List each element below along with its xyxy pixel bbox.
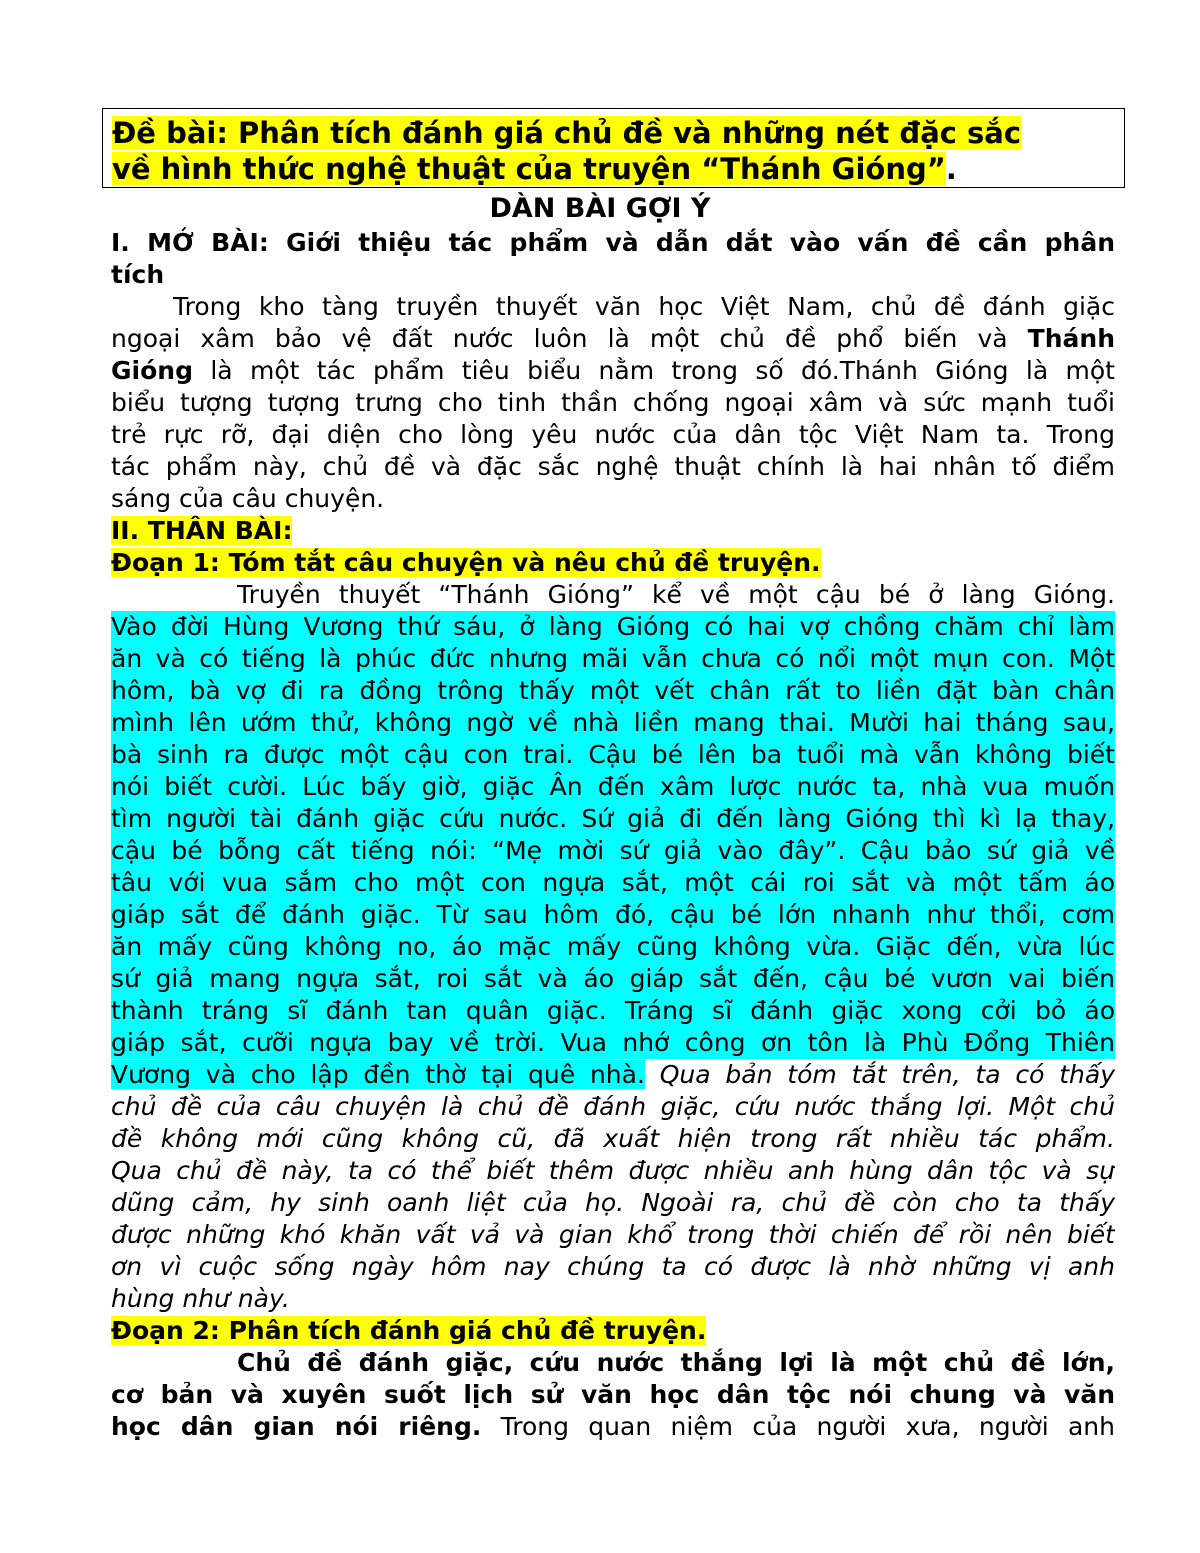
analysis-line: học dân gian nói riêng. Trong quan niệm của người xưa, người anh bbox=[111, 1412, 1115, 1441]
summary-first-line: Truyền thuyết “Thánh Gióng” kể về một cậu bé ở làng Gióng. bbox=[237, 580, 1115, 609]
analysis-line: Chủ đề đánh giặc, cứu nước thắng lợi là một chủ đề lớn, bbox=[237, 1348, 1115, 1377]
document-body bbox=[111, 227, 1115, 1443]
theme-italic-line: chủ đề của câu chuyện là chủ đề đánh giặc, cứu nước thắng lợi. Một chủ bbox=[111, 1092, 1115, 1121]
summary-line: hôm, bà vợ đi ra đồng trông thấy một vết chân rất to liền đặt bàn chân bbox=[111, 676, 1115, 705]
theme-italic-line: dũng cảm, hy sinh oanh liệt của họ. Ngoài ra, chủ đề còn cho ta thấy bbox=[111, 1188, 1115, 1217]
intro-line: Trong kho tàng truyền thuyết văn học Việt Nam, chủ đề đánh giặc bbox=[173, 292, 1115, 321]
summary-line: bà sinh ra được một cậu con trai. Cậu bé lên ba tuổi mà vẫn không biết bbox=[111, 740, 1115, 769]
assignment-title-line-1: Đề bài: Phân tích đánh giá chủ đề và những nét đặc sắc bbox=[112, 116, 1022, 150]
intro-line: Gióng là một tác phẩm tiêu biểu nằm trong số đó.Thánh Gióng là một bbox=[111, 356, 1115, 385]
analysis-line: cơ bản và xuyên suốt lịch sử văn học dân tộc nói chung và văn bbox=[111, 1380, 1115, 1409]
summary-line: thành tráng sĩ đánh tan quân giặc. Tráng sĩ đánh giặc xong cởi bỏ áo bbox=[111, 996, 1115, 1025]
summary-line: giáp sắt, cưỡi ngựa bay về trời. Vua nhớ công ơn tôn là Phù Đổng Thiên bbox=[111, 1028, 1115, 1057]
theme-italic-line: được những khó khăn vất vả và gian khổ trong thời chiến để rồi nên biết bbox=[111, 1220, 1115, 1249]
theme-italic-line: ơn vì cuộc sống ngày hôm nay chúng ta có được là nhờ những vị anh bbox=[111, 1252, 1115, 1281]
section-1-heading-cont: tích bbox=[111, 260, 165, 289]
intro-line: trẻ rực rỡ, đại diện cho lòng yêu nước của dân tộc Việt Nam ta. Trong bbox=[111, 420, 1115, 449]
summary-transition-line: Vương và cho lập đền thờ tại quê nhà. Qua bản tóm tắt trên, ta có thấy bbox=[111, 1060, 1115, 1089]
section-2-heading: II. THÂN BÀI: bbox=[111, 516, 293, 545]
summary-line: tìm người tài đánh giặc cứu nước. Sứ giả đi đến làng Gióng thì kì lạ thay, bbox=[111, 804, 1115, 833]
summary-line: ăn mấy cũng không no, áo mặc mấy cũng không vừa. Giặc đến, vừa lúc bbox=[111, 932, 1115, 961]
doan-1-heading: Đoạn 1: Tóm tắt câu chuyện và nêu chủ đề truyện. bbox=[111, 548, 821, 577]
theme-italic-line: hùng như này. bbox=[111, 1284, 290, 1313]
summary-line: ăn và có tiếng là phúc đức nhưng mãi vẫn chưa có nổi một mụn con. Một bbox=[111, 644, 1115, 673]
assignment-title-line-2: về hình thức nghệ thuật của truyện “Thánh Gióng”. bbox=[112, 152, 957, 186]
outline-heading: DÀN BÀI GỢI Ý bbox=[489, 193, 711, 224]
intro-line: sáng của câu chuyện. bbox=[111, 484, 385, 513]
theme-italic-line: đề không mới cũng không cũ, đã xuất hiện trong rất nhiều tác phẩm. bbox=[111, 1124, 1115, 1153]
doan-2-heading: Đoạn 2: Phân tích đánh giá chủ đề truyện. bbox=[111, 1316, 707, 1345]
theme-italic-block bbox=[111, 1091, 1115, 1283]
summary-line: nói biết cười. Lúc bấy giờ, giặc Ân đến xâm lược nước ta, nhà vua muốn bbox=[111, 772, 1115, 801]
summary-line: cậu bé bỗng cất tiếng nói: “Mẹ mời sứ giả vào đây”. Cậu bảo sứ giả về bbox=[111, 836, 1115, 865]
summary-line: mình lên ướm thử, không ngờ về nhà liền mang thai. Mười hai tháng sau, bbox=[111, 708, 1115, 737]
summary-line: Vào đời Hùng Vương thứ sáu, ở làng Gióng có hai vợ chồng chăm chỉ làm bbox=[111, 612, 1115, 641]
intro-line: biểu tượng tượng trưng cho tinh thần chống ngoại xâm và sức mạnh tuổi bbox=[111, 388, 1115, 417]
intro-line: ngoại xâm bảo vệ đất nước luôn là một chủ đề phổ biến và Thánh bbox=[111, 324, 1115, 353]
assignment-title-box bbox=[102, 108, 1125, 188]
intro-line: tác phẩm này, chủ đề và đặc sắc nghệ thuật chính là hai nhân tố điểm bbox=[111, 452, 1115, 481]
summary-line: giáp sắt để đánh giặc. Từ sau hôm đó, cậu bé lớn nhanh như thổi, cơm bbox=[111, 900, 1115, 929]
summary-line: tâu với vua sắm cho một con ngựa sắt, một cái roi sắt và một tấm áo bbox=[111, 868, 1115, 897]
summary-line: sứ giả mang ngựa sắt, roi sắt và áo giáp sắt đến, cậu bé vươn vai biến bbox=[111, 964, 1115, 993]
theme-italic-line: Qua chủ đề này, ta có thể biết thêm được nhiều anh hùng dân tộc và sự bbox=[111, 1156, 1115, 1185]
summary-highlighted-block bbox=[111, 611, 1115, 1059]
section-1-heading: I. MỞ BÀI: Giới thiệu tác phẩm và dẫn dắt vào vấn đề cần phân bbox=[111, 228, 1115, 257]
